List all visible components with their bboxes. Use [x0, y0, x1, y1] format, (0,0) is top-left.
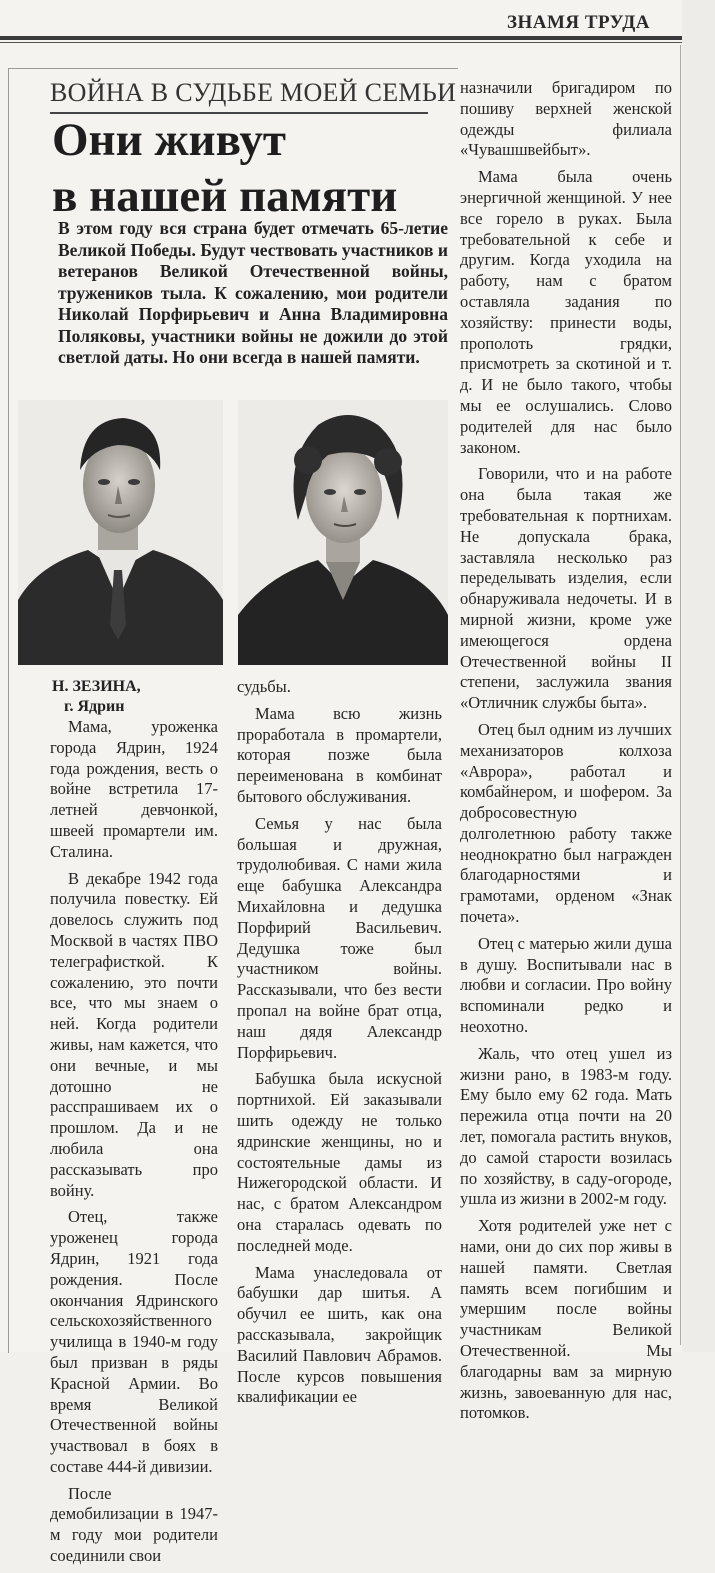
article-frame-top	[8, 68, 458, 69]
paragraph: Хотя родителей уже нет с нами, они до сих пор живы в нашей памяти. Светлая память всем погибшим и умершим после войны участникам Великой Отечественной. Мы благодарны вам за мирную жизнь, завоеванную для нас, потомков.	[460, 1216, 672, 1423]
paragraph: В декабре 1942 года получила повестку. Ей довелось служить под Москвой в частях ПВО телеграфисткой. К сожалению, это почти все, что мы знаем о ней. Когда родители живы, нам кажется, что они вечные, и мы дотошно не расспрашиваем их о прошлом. Да и не любила она рассказывать про войну.	[50, 868, 218, 1200]
article-frame-left	[8, 68, 9, 1353]
headline	[52, 112, 397, 224]
paragraph: Мама была очень энергичной женщиной. У нее все горело в руках. Была требовательной к себе и другим. Когда уходила на работу, нам с братом оставляла задания по хозяйству: принести воды, прополоть грядки, присмотреть за скотиной и т. д. И не было такого, чтобы мы ее ослушались. Слово родителей для нас было законом.	[460, 167, 672, 457]
paragraph: Мама, уроженка города Ядрин, 1924 года рождения, весть о войне встретила 17-летней девчонкой, швеей промартели им. Сталина.	[50, 717, 218, 861]
byline	[52, 677, 141, 717]
man-portrait-image	[18, 400, 223, 665]
paragraph: Отец с матерью жили душа в душу. Воспитывали нас в любви и согласии. Про войну вспоминали редко и неохотно.	[460, 933, 672, 1037]
photo-man	[18, 400, 223, 665]
woman-portrait-image	[238, 400, 448, 665]
article-column-2	[237, 677, 442, 1414]
paragraph: Отец, также уроженец города Ядрин, 1921 года рождения. После окончания Ядринского сельскохозяйственного училища в 1940-м году был призван в ряды Красной Армии. Во время Великой Отечественной войны участвовал в боях в составе 444-й дивизии.	[50, 1207, 218, 1476]
lead-paragraph: В этом году вся страна будет отмечать 65-летие Великой Победы. Будут чествовать участников и ветеранов Великой Отечественной войны, тружеников тыла. К сожалению, мои родители Николай Порфирьевич и Анна Владимировна Поляковы, участники войны не дожили до этой светлой даты. Но они всегда в нашей памяти.	[58, 218, 448, 367]
article-column-1	[50, 717, 218, 1573]
paragraph: назначили бригадиром по пошиву верхней женской одежды филиала «Чувашшвейбыт».	[460, 78, 672, 160]
paragraph: Мама всю жизнь проработала в промартели, которая позже была переименована в комбинат бытового обслуживания.	[237, 703, 442, 806]
photo-woman	[238, 400, 448, 665]
article-frame-right	[680, 45, 681, 1345]
paragraph: Семья у нас была большая и дружная, трудолюбивая. С нами жила еще бабушка Александра Михайловна и дедушка Порфирий Васильевич. Дедушка тоже был участником войны. Рассказывали, что без вести пропал на войне брат отца, наш дядя Александр Порфирьевич.	[237, 813, 442, 1062]
header-rule	[0, 36, 682, 40]
author-name: Н. ЗЕЗИНА,	[52, 678, 141, 695]
paragraph: Отец был одним из лучших механизаторов колхоза «Аврора», работал и комбайнером, и шофером. За добросовестную долголетнюю работу также неоднократно был награжден благодарностями и грамотами, орденом «Знак почета».	[460, 719, 672, 927]
paragraph: Мама унаследовала от бабушки дар шитья. А обучил ее шить, как она рассказывала, закройщик Василий Павлович Абрамов. После курсов повышения квалификации ее	[237, 1262, 442, 1407]
paragraph: Бабушка была искусной портнихой. Ей заказывали шить одежду не только ядринские женщины, но и состоятельные дамы из Нижегородской области. И нас, с братом Александром она старалась одевать по последней моде.	[237, 1069, 442, 1255]
paragraph: судьбы.	[237, 677, 291, 696]
header-rule-thin	[0, 42, 682, 43]
headline-line-1: Они живут	[52, 114, 286, 166]
page-margin	[682, 0, 715, 1352]
author-city: г. Ядрин	[64, 698, 125, 715]
newspaper-title: ЗНАМЯ ТРУДА	[506, 12, 650, 33]
paragraph: После демобилизации в 1947-м году мои родители соединили свои	[50, 1483, 218, 1566]
headline-line-2: в нашей памяти	[52, 170, 398, 222]
paragraph: Говорили, что и на работе она была такая же требовательная к портнихам. Не допускала брака, заставляла несколько раз переделывать изделия, если обнаруживала недочеты. И в мирной жизни, кроме уже имеющегося ордена Отечественной войны II степени, заслужила звания «Отличник службы быта».	[460, 464, 672, 713]
paragraph: Жаль, что отец ушел из жизни рано, в 1983-м году. Ему было ему 62 года. Мать пережила отца почти на 20 лет, помогала растить внуков, до самой старости возилась по хозяйству, в саду-огороде, ушла из жизни в 2002-м году.	[460, 1043, 672, 1209]
rubric: ВОЙНА В СУДЬБЕ МОЕЙ СЕМЬИ	[50, 78, 457, 107]
article-column-3	[460, 78, 672, 1430]
